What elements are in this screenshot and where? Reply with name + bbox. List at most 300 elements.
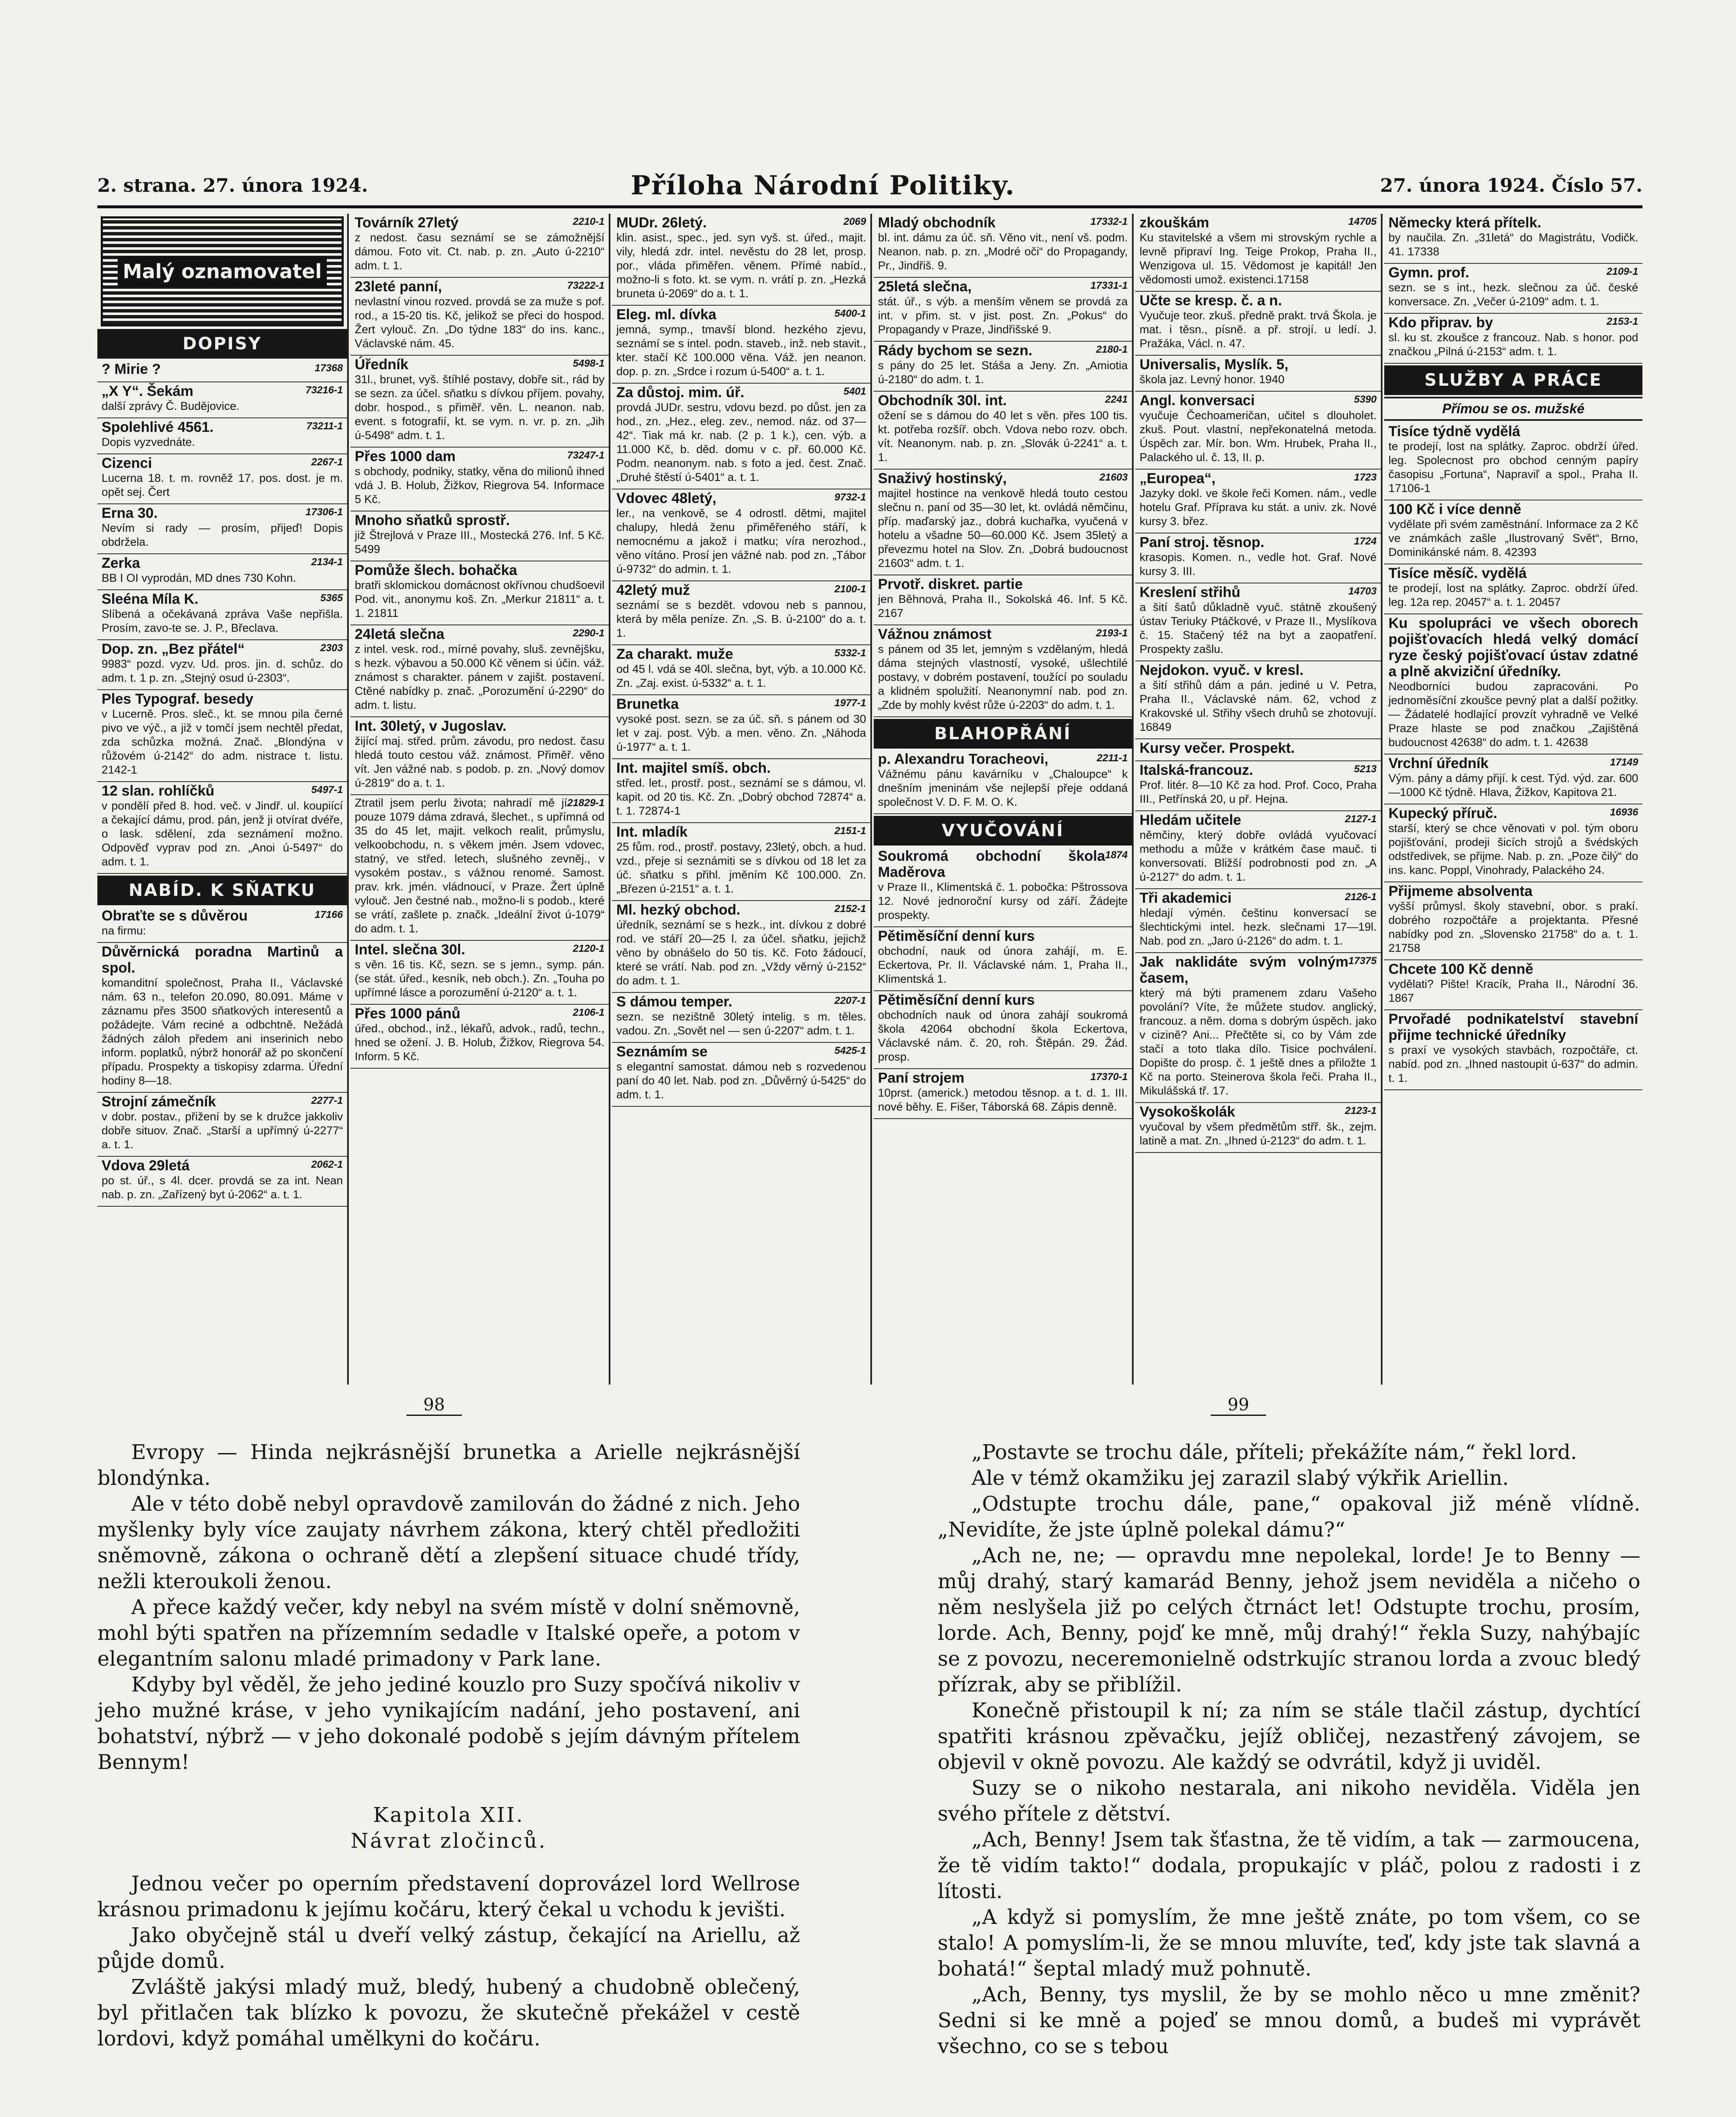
ad-title: Chcete 100 Kč denně (1388, 961, 1534, 977)
story-paragraph: Konečně přistoupil k ní; za ním se stále tlačil zástup, dychtící spatřiti krásnou zpěvačku, jejíž obličej, nezastřený závojem, se objevil v okně povozu. Ale každý se odvrátil, když ji uviděl. (938, 1699, 1640, 1774)
story-paragraph: Jako obyčejně stál u dveří velký zástup, čekající na Ariellu, až půjde domů. (97, 1924, 800, 1973)
classified-ad (1384, 264, 1642, 314)
ad-title: Intel. slečna 30l. (355, 942, 465, 958)
page-number-right: 99 (1211, 1395, 1266, 1416)
ad-text: Neodborníci budou zapracováni. Po jednoměsíční zkoušce pevný plat a další požitky. — Žádatelé hodlající provzít vyhradně ve Velké Praze hlaste se pod značkou „Zajištěná budoucnost 42638“ do adm. t. 1. 42638 (1388, 680, 1638, 749)
ad-number: 2123-1 (1345, 1105, 1377, 1117)
classified-ad (97, 943, 347, 1093)
ad-column-4 (874, 214, 1134, 1385)
ad-text: a šití střihů dám a pán. jediné u V. Petra, Praha II., Václavské nám. 62, vchod z Krakovské ul. Střihy všech druhů se zhotovují. 16849 (1140, 679, 1377, 733)
ad-number: 1723 (1354, 472, 1377, 483)
classified-ad (351, 795, 609, 941)
story-right (938, 1440, 1640, 2059)
ad-text: s věn. 16 tis. Kč, sezn. se s jemn., symp. pán. (se stát. úřed., kesník, neb obch.). Zn. „Touha po upřímné lásce a porozumění ú-2120“ a. t. 1. (355, 958, 604, 999)
ad-number: 21603 (1099, 472, 1128, 483)
ad-number: 17149 (1610, 757, 1638, 768)
ad-text: a šití šatů důkladně vyuč. státně zkoušený ústav Teriuky Ptáčkové, v Praze II., Myslíkova č. 15. Stačený též na byt a zaopatření. Prospekty zašlu. (1140, 601, 1377, 655)
classified-ad (612, 489, 870, 581)
story-paragraph: „A když si pomyslím, že mne ještě znáte, po tom všem, co se stalo! A pomyslím-li, že se mnou mluvíte, teď, kdy jste tak slavná a bohatá!“ šeptal mladý muž pohnutě. (938, 1905, 1640, 1981)
ad-text: komanditní společnost, Praha II., Václavské nám. 63 n., telefon 20.090, 80.091. Máme v záznamu přes 3500 sňatkových interesentů a požádejte. Vám reciné a odbchtně. Nežádá žádných záloh předem ani inserinich nebo inform. poplatků, nýbrž honorář až po skončení případu. Prospekty a tiskopisy zdarma. Úřední hodiny 8—18. (102, 976, 343, 1087)
ad-title: ? Mirie ? (102, 361, 161, 377)
ad-number: 14703 (1348, 586, 1377, 597)
ad-title: Vysokoškolák (1140, 1104, 1235, 1120)
classified-ad (1135, 739, 1381, 761)
ad-title: Mnoho sňatků sprostř. (355, 512, 510, 528)
ad-title: Nejdokon. vyuč. v kresl. (1140, 662, 1304, 678)
classified-ad (351, 717, 609, 795)
classified-ad (874, 575, 1132, 625)
ad-column-6 (1384, 214, 1642, 1385)
ad-number: 2106-1 (573, 1007, 604, 1018)
ad-number: 17306-1 (305, 506, 343, 518)
masthead (101, 216, 344, 326)
chapter-title: Návrat zločinců. (351, 1829, 547, 1853)
ad-column-1 (97, 214, 349, 1385)
story-paragraph: „Ach, Benny! Jsem tak šťastna, že tě vidím, a tak — zarmoucena, že tě vidím takto!“ dodala, propukajíc v pláč, polou z radosti i z lítosti. (938, 1828, 1640, 1903)
ad-title: Německy která přítelk. (1388, 215, 1541, 231)
ad-text: Vyučuje teor. zkuš. předně prakt. trvá Škola. je mat. i těsn., písně. a př. strojí. u ledí. J. Pražáka, Václ. n. 47. (1140, 309, 1377, 350)
ad-title: Kdo připrav. by (1388, 315, 1493, 331)
classified-ad (1384, 882, 1642, 960)
ad-title: Angl. konversaci (1140, 392, 1255, 409)
classified-ad (874, 991, 1132, 1069)
ad-text: seznámí se s bezdět. vdovou neb s pannou, která by měla peníze. Zn. „S. B. ú-2100“ do a. t. 1. (616, 599, 866, 639)
header-title: Příloha Národní Politiky. (631, 170, 1016, 201)
ad-text: jen Běhnová, Praha II., Sokolská 46. Inf. 5 Kč. 2167 (878, 593, 1128, 619)
ad-title: zkouškám (1140, 215, 1209, 231)
ad-title: 25letá slečna, (878, 279, 972, 295)
ad-number: 2193-1 (1096, 627, 1128, 639)
ad-title: Prvotř. diskret. partie (878, 576, 1023, 592)
ad-text: 31l., brunet, vyš. štíhlé postavy, dobře sit., rád by se sezn. za účel. sňatku s dívkou příjem. povahy, dobr. hospod., s přiměř. věn. L. neanon. nab. event. s fotografií, kt. se vym. n. vr. p. zn. „Jih ú-5498“ adm. t. 1. (355, 373, 604, 442)
ad-number: 2151-1 (834, 825, 866, 837)
ad-text: bratři sklomickou domácnost okřívnou chudšoevil Pod. vit., anonymu koš. Zn. „Merkur 21811“ a. t. 1. 21811 (355, 579, 604, 619)
ad-text: 10prst. (americk.) metodou těsnop. a t. d. 1. III. nové běhy. E. Fišer, Táborská 68. Zápis denně. (878, 1086, 1128, 1113)
story-left (97, 1440, 800, 2052)
classified-ad (612, 823, 870, 901)
ad-title: Vrchní úředník (1388, 755, 1489, 771)
ad-text: po st. úř., s 4l. dcer. provdá se za int. Nean nab. p. zn. „Zařízený byt ú-2062“ a. t. 1. (102, 1174, 343, 1201)
ad-text: Jazyky dokl. ve škole řeči Komen. nám., vedle hotelu Graf. Příprava ku stát. a univ. zk. Nové kursy 3. břez. (1140, 487, 1377, 528)
section-heading: SLUŽBY A PRÁCE (1384, 365, 1642, 395)
ad-number: 2303 (320, 642, 343, 654)
ad-text: ler., na venkově, se 4 odrostl. dětmi, majitel chalupy, hledá ženu přiměřeného stáří, k nemocnému a jakož i matku; víra nerozhod., věno vítáno. Prosí jen vážné nab. pod zn. „Tábor ú-9732“ do admin. t. 1. (616, 507, 866, 575)
classified-ad (351, 625, 609, 717)
ad-text: 25 fům. rod., prostř. postavy, 23letý, obch. a hud. vzd., přeje si seznámiti se s dívkou od 18 let za úč. sňatku s přihl. jměním Kč 100.000. Zn. „Březen ú-2151“ a. t. 1. (616, 840, 866, 895)
ad-text: Vým. pány a dámy přijí. k cest. Týd. výd. zar. 600—1000 Kč týdně. Hlava, Žižkov, Kapitova 21. (1388, 772, 1638, 799)
ad-number: 1874 (1105, 849, 1128, 861)
classified-ad (97, 907, 347, 943)
ad-text: obchodní, nauk od února zahájí, m. E. Eckertova, Pr. II. Václavské nám. 1, Praha II., Klimentská 1. (878, 945, 1128, 985)
ad-text: další zprávy Č. Budějovice. (102, 400, 240, 412)
classified-ad (1135, 661, 1381, 739)
ad-title: Tisíce týdně vydělá (1388, 423, 1521, 439)
ad-number: 2180-1 (1096, 344, 1128, 355)
ad-title: Italská-francouz. (1140, 762, 1253, 778)
ad-text: 9983“ pozd. vyzv. Ud. pros. jin. d. schůz. do adm. t. 1 p. zn. „Stejný osud ú-2303“. (102, 658, 343, 684)
story-paragraph: Suzy se o nikoho nestarala, ani nikoho neviděla. Viděla jen svého přítele z dětství. (938, 1776, 1640, 1826)
ad-number: 2267-1 (311, 456, 343, 468)
chapter-heading: Kapitola XII. (373, 1803, 524, 1827)
ad-number: 73211-1 (306, 420, 343, 432)
section-heading: DOPISY (97, 329, 347, 359)
ad-text: Ztratil jsem perlu života; nahradí mě jí pouze 1079 dáma zdravá, šlechet., s upřímná od 35 do 45 let, majit. velkoch realit, průmyslu, velkoobchodu, n. s věkem jmén. Jsem vdovec, statný, ve střed. letech, slušného zevněj., v vysokém postav., s vážnou renomé. Samost. prav. krk. jmén. vládnoucí, v Praze. Žert úplně vylouč. Jen čestné nab., možno-li s podob., které se vrátí, zašlete p. značk. „Ideální život ú-1079“ do adm. t. 1. (355, 796, 604, 935)
story-paragraph: Jednou večer po operním představení doprovázel lord Wellrose krásnou primadonu k jejímu kočáru, který čekal u vchodu k jevišti. (97, 1872, 800, 1921)
classified-ad (97, 640, 347, 690)
classified-ad (1135, 292, 1381, 356)
ad-text: nevlastní vinou rozved. provdá se za muže s pof. rod., a 15-20 tis. Kč, jelikož se přeci do hospod. Žert vylouč. Zn. „Do týdne 183“ do ins. kanc., Václavské nám. 45. (355, 295, 604, 350)
ad-text: sezn. se s int., hezk. slečnou za úč. české konversace. Zn. „Večer ú-2109“ adm. t. 1. (1388, 281, 1638, 308)
ad-number: 2152-1 (834, 903, 866, 915)
ad-title: Kreslení střihů (1140, 584, 1241, 600)
ad-text: s praxí ve vysokých stavbách, rozpočtáře, ct. nabíd. pod zn. „Ihned nastoupit ú-637“ do admin. t. 1. (1388, 1044, 1638, 1084)
ad-title: Paní stroj. těsnop. (1140, 534, 1264, 550)
ad-title: „Europea“, (1140, 470, 1216, 486)
ad-number: 2126-1 (1345, 891, 1377, 903)
classified-ad (1135, 811, 1381, 889)
ad-number: 14705 (1348, 216, 1377, 227)
ad-title: Ml. hezký obchod. (616, 902, 740, 918)
ad-text: majitel hostince na venkově hledá touto cestou slečnu n. paní od 35—30 let, kt. ovládá němčinu, příp. maďarský jaz., dobrá kuchařka, vyučená v hotelu a všadne 50—60.000 Kč. Jsem 35letý a převezmu hotel na Slov. Zn. „Dobrá budoucnost 21603“ adm. t. 1. (878, 487, 1128, 569)
ad-number: 2211-1 (1097, 752, 1128, 764)
ad-title: Int. mladík (616, 824, 688, 840)
ad-title: Kupecký příruč. (1388, 805, 1497, 821)
ad-number: 17332-1 (1090, 216, 1128, 227)
ad-title: Prvořadé podnikatelství stavební přijme technické úředníky (1388, 1011, 1638, 1043)
ad-text: úřed., obchod., inž., lékařů, advok., radů, techn., hned se ožení. J. B. Holub, Žižkov, Riegrova 54. Inform. 5 Kč. (355, 1022, 604, 1063)
ad-number: 5401 (843, 386, 866, 397)
ad-title: Jak naklidáte svým volným časem, (1140, 954, 1349, 986)
ad-text: Vážnému pánu kavárníku v „Chaloupce“ k dnešním jmeninám vše nejlepší přeje oddaná společnost V. D. F. M. O. K. (878, 768, 1128, 808)
ad-text: vydělate při svém zaměstnání. Informace za 2 Kč ve známkách zašle „Ilustrovaný Svět“, Brno, Dominikánské nám. 8. 42393 (1388, 518, 1638, 558)
page-number-left: 98 (406, 1395, 462, 1416)
ad-title: Vážnou známost (878, 626, 992, 642)
ad-number: 2127-1 (1345, 813, 1377, 825)
ad-number: 5400-1 (834, 308, 866, 319)
ad-title: Paní strojem (878, 1070, 965, 1086)
ad-number: 2069 (843, 216, 866, 227)
ad-title: Sleéna Míla K. (102, 591, 199, 607)
classified-ad (874, 278, 1132, 342)
classified-ad (874, 1069, 1132, 1119)
classified-ad (351, 278, 609, 356)
classified-ad (1135, 1103, 1381, 1153)
ad-title: Seznámím se (616, 1044, 708, 1060)
ad-title: Cizenci (102, 455, 152, 471)
ad-title: Vdova 29letá (102, 1158, 190, 1174)
ad-title: S dámou temper. (616, 994, 732, 1010)
ad-title: „X Y“. Šekám (102, 383, 193, 399)
classified-ad (874, 392, 1132, 470)
classified-ad (612, 581, 870, 645)
story-paragraph: „Ach ne, ne; — opravdu mne nepolekal, lorde! Je to Benny — můj drahý, starý kamarád Benny, jehož jsem neviděla a ničeho o něm neslyšela již po celých čtrnáct let! Odstupte trochu, prosím, lorde. Ach, Benny, pojď ke mně, můj drahý!“ řekla Suzy, nahýbajíc se z povozu, neceremonielně odstrkujíc stranou lorda a zvouc bledý přízrak, aby se přiblížil. (938, 1544, 1640, 1697)
classified-ad (97, 1093, 347, 1157)
ad-text: z nedost. času seznámí se se zámožnější dámou. Foto vit. Ct. nab. p. zn. „Auto ú-2210“ adm. t. 1. (355, 231, 604, 272)
classified-ad (1384, 960, 1642, 1010)
ad-number: 5332-1 (834, 647, 866, 659)
ad-text: te prodejí, lost na splátky. Zaproc. obdrží úřed. leg. Spolecnost pro obchod cenným papíry časopisu „Fortuna“, Napraviľ a spol., Praha II. 17106-1 (1388, 440, 1638, 495)
classified-ad (612, 214, 870, 306)
ad-text: obchodních nauk od února zahájí soukromá škola 42064 obchodní škola Eckertova, Václavské nám. č. 20, roh. Štěpán. 29. Žád. prosp. (878, 1009, 1128, 1063)
story-paragraph: Ale v témž okamžiku jej zarazil slabý výkřik Ariellin. (971, 1466, 1509, 1490)
ad-text: němčiny, který dobře ovládá vyučovací methodu a může v krátkém čase mauč. ti konversovati. Bližší podrobnosti pod zn. „A ú-2127“ do adm. t. 1. (1140, 829, 1377, 883)
ad-title: 23leté panní, (355, 279, 442, 295)
classified-ad (1384, 614, 1642, 754)
ad-text: vyučuje Čechoameričan, učitel s dlouholet. zkuš. Pout. vlastní, nepřekonatelná metoda. Úspěch zar. Mír. bon. Wm. Hrubek, Praha II., Palackého ul. č. 13, II. p. (1140, 409, 1377, 464)
ad-number: 17331-1 (1090, 280, 1128, 291)
classified-ad (1384, 1010, 1642, 1090)
ad-text: střed. let., prostř. post., seznámí se s dámou, vl. kapit. od 20 tis. Kč. Zn. „Dobrý obchod 72874“ a. t. 1. 72874-1 (616, 777, 866, 817)
ad-number: 73222-1 (567, 280, 604, 291)
ad-title: 42letý muž (616, 582, 690, 598)
ad-column-2 (351, 214, 610, 1385)
story-paragraph: „Odstupte trochu dále, pane,“ opakoval již méně vlídně. „Nevidíte, že jste úplně polekal dámu?“ (938, 1492, 1640, 1542)
ad-text: by naučila. Zn. „31letá“ do Magistrátu, Vodičk. 41. 17338 (1388, 231, 1638, 258)
ad-text: te prodejí, lost na splátky. Zaproc. obdrží úřed. leg. 12a rep. 20457“ a. t. 1. 20457 (1388, 582, 1638, 608)
section-heading: VYUČOVÁNÍ (874, 816, 1132, 846)
classified-ad (874, 342, 1132, 392)
ad-title: Int. 30letý, v Jugoslav. (355, 718, 507, 734)
ad-text: bl. int. dámu za úč. sň. Věno vit., není vš. podm. Neanon. nab. p. zn. „Modré oči“ do Propagandy, Pr., Jindřiš. 9. (878, 231, 1128, 272)
ad-text: stát. úř., s výb. a menším věnem se provdá za int. v přim. st. v jist. post. Zn. „Pokus“ do Propagandy v Praze, Jindřišské 9. (878, 295, 1128, 336)
ad-text: krasopis. Komen. n., vedle hot. Graf. Nové kursy 3. III. (1140, 551, 1377, 578)
ad-text: Dopis vyzvednáte. (102, 436, 195, 448)
ad-title: Tři akademici (1140, 890, 1232, 906)
header-right: 27. února 1924. Číslo 57. (1380, 175, 1642, 196)
classified-ad (1135, 470, 1381, 533)
ad-title: Úředník (355, 357, 408, 373)
ad-number: 5497-1 (311, 784, 343, 796)
classified-ad (874, 625, 1132, 717)
ad-number: 2207-1 (834, 995, 866, 1006)
ad-text: Nevím si rady — prosím, přijeď! Dopis obdržela. (102, 522, 343, 548)
ad-text: vyučoval by všem předmětům střř. šk., zejm. latině a mat. Zn. „Ihned ú-2123“ do adm. t. 1. (1140, 1120, 1377, 1147)
ad-text: ožení se s dámou do 40 let s věn. přes 100 tis. kt. potřeba rozšíř. obch. Vdova nebo rozv. obch. vít. Neanonym. nab. p. zn. „Slovák ú-2241“ a. t. 1. (878, 409, 1128, 464)
ad-text: starší, který se chce věnovati v pol. tým oboru pojišťování, prodeji šicích strojů a švédských odstředivek, se přijme. Nab. p. zn. „Poze čilý“ do ins. kanc. Poppl, Vinohrady, Palackého 24. (1388, 822, 1638, 876)
ad-title: Gymn. prof. (1388, 265, 1469, 281)
ad-title: Rády bychom se sezn. (878, 343, 1032, 359)
ad-title: Ku spolupráci ve všech oborech pojišťovacích hledá velký domácí ryze český pojišťovací ústav zdatné a plně akviziční úředníky. (1388, 615, 1638, 680)
page-header (97, 171, 1642, 208)
classified-ad (1384, 804, 1642, 882)
section-subheading: Přímou se os. mužské (1384, 397, 1642, 421)
classifieds-area (97, 214, 1642, 1385)
ad-number: 9732-1 (834, 492, 866, 503)
story-paragraph: A přece každý večer, kdy nebyl na svém místě v dolní sněmovně, mohl býti spatřen na přízemním sedadle v Italské opeře, a potom v elegantním salonu mladé primadony v Park lane. (97, 1595, 800, 1671)
ad-text: hledají výmén. češtinu konversací se šlechtickými intel. hezk. slečnami 17—19l. Nab. pod zn. „Jaro ú-2126“ do adm. t. 1. (1140, 906, 1377, 947)
ad-title: Pětiměsíční denní kurs (878, 928, 1035, 944)
ad-number: 21829-1 (567, 797, 604, 809)
ad-number: 17375 (1348, 955, 1377, 967)
classified-ad (1384, 314, 1642, 364)
ad-title: Zerka (102, 555, 140, 571)
ad-text: již Štrejlová v Praze III., Mostecká 276. Inf. 5 Kč. 5499 (355, 529, 604, 556)
ad-title: Tisíce měsíč. vydělá (1388, 565, 1527, 581)
ad-title: 12 slan. rohlíčků (102, 783, 215, 799)
classified-ad (612, 384, 870, 489)
ad-number: 2100-1 (834, 583, 866, 595)
ad-title: Hledám učitele (1140, 812, 1241, 828)
ad-text: na firmu: (102, 924, 146, 937)
classified-ad (612, 993, 870, 1043)
classified-ad (874, 750, 1132, 814)
classified-ad (97, 418, 347, 454)
ad-text: žijící maj. střed. prům. závodu, pro nedost. času hledá touto cestou váž. známost. Přiměř. věno vít. Jen vážné nab. s podob. p. zn. „Nový domov ú-2819“ do a. t. 1. (355, 735, 604, 789)
ad-title: Ples Typograf. besedy (102, 691, 254, 707)
classified-ad (1135, 761, 1381, 811)
story-paragraph: Kdyby byl věděl, že jeho jediné kouzlo pro Suzy spočívá nikoliv v jeho mužné kráse, v jeho vynikajícím nadání, jeho postavení, ani bohatství, nýbrž — v jeho dokonalé podobě s jejím dávným přítelem Bennym! (97, 1673, 800, 1774)
ad-column-3 (612, 214, 872, 1385)
ad-title: Učte se kresp. č. a n. (1140, 293, 1282, 309)
ad-number: 2210-1 (573, 216, 604, 227)
ad-number: 17166 (315, 909, 343, 920)
classified-ad (612, 695, 870, 759)
ad-text: od 45 l. vdá se 40l. slečna, byt, výb. a 10.000 Kč. Zn. „Zaj. exist. ú-5332“ a. t. 1. (616, 663, 866, 689)
ad-title: MUDr. 26letý. (616, 215, 707, 231)
classified-ad (351, 511, 609, 561)
ad-number: 73247-1 (567, 450, 604, 461)
story-paragraph: Zvláště jakýsi mladý muž, bledý, hubený a chudobně oblečený, byl přitlačen tak blízko k povozu, že skutečně překážel v cestě lordovi, když pomáhal umělkyni do kočáru. (97, 1975, 800, 2051)
ad-title: Strojní zámečník (102, 1094, 216, 1110)
classified-ad (612, 759, 870, 823)
classified-ad (97, 590, 347, 640)
ad-number: 17368 (315, 362, 343, 374)
classified-ad (1135, 214, 1381, 292)
classified-ad (874, 927, 1132, 991)
ad-number: 2109-1 (1606, 266, 1638, 277)
classified-ad (1384, 214, 1642, 264)
ad-number: 2134-1 (311, 556, 343, 568)
ad-title: Továrník 27letý (355, 215, 459, 231)
classified-ad (874, 470, 1132, 575)
ad-text: v pondělí před 8. hod. več. v Jindř. ul. koupiící a čekající dámu, prod. pán, jenž ji otvírat dvéře, o lask. sdělení, zda seznámení možno. Odpověď vyprav pod zn. „Anoi ú-5497“ do adm. t. 1. (102, 799, 343, 868)
classified-ad (351, 448, 609, 511)
section-heading: BLAHOPŘÁNÍ (874, 719, 1132, 749)
ad-number: 1977-1 (834, 697, 866, 709)
classified-ad (1135, 533, 1381, 583)
ad-title: p. Alexandru Toracheovi, (878, 751, 1049, 767)
classified-ad (351, 1005, 609, 1069)
ad-title: Dop. zn. „Bez přátel“ (102, 641, 245, 657)
ad-number: 73216-1 (305, 384, 343, 396)
ad-number: 2120-1 (573, 943, 604, 954)
classified-ad (97, 360, 347, 382)
ad-title: Soukromá obchodní škola Maděrova (878, 848, 1105, 880)
ad-number: 5498-1 (573, 358, 604, 369)
ad-text: klin. asist., spec., jed. syn vyš. st. úřed., majit. vily, hledá zdr. intel. nevěstu do 28 let, prosp. por., vláda přiměřen. věnem. Přímé nabíd., možno-li s foto. kt. se vym. n. vrátí p. zn. „Hezká bruneta ú-2069“ do a. t. 1. (616, 231, 866, 300)
classified-ad (874, 847, 1132, 927)
ad-number: 2153-1 (1606, 316, 1638, 327)
ad-text: sezn. se nezištně 30letý intelig. s m. těles. vadou. Zn. „Sovět nel — sen ú-2207“ adm. t. 1. (616, 1010, 866, 1037)
classified-ad (97, 1157, 347, 1207)
ad-text: Prof. litér. 8—10 Kč za hod. Prof. Coco, Praha III., Petřínská 20, u př. Hejna. (1140, 779, 1377, 805)
classified-ad (1135, 356, 1381, 392)
classified-ad (612, 901, 870, 993)
ad-title: Pomůže šlech. bohačka (355, 562, 517, 578)
ad-number: 5390 (1354, 394, 1377, 405)
ad-number: 2277-1 (311, 1095, 343, 1106)
ad-text: s obchody, podniky, statky, věna do milionů ihned vdá J. B. Holub, Žižkov, Riegrova 54. Informace 5 Kč. (355, 465, 604, 506)
ad-title: Pětiměsíční denní kurs (878, 992, 1035, 1008)
ad-title: Za charakt. muže (616, 646, 733, 662)
ad-text: Ku stavitelské a všem mi strovským rychle a levně připraví Ing. Teige Prokop, Praha II., Wenzigova ul. 15. Vědomost je kapitál! Jen vědomosti umož. existenci.17158 (1140, 231, 1377, 286)
ad-text: provdá JUDr. sestru, vdovu bezd. po důst. jen za hod., zn. „Hez., eleg. zev., nemod. náz. od 37—42“. Tiak má kr. nab. (2 p. 1 k.), cen. výb. a 11.000 Kč, b. děd. domu v c. př. 60.000 Kč. Podm. neanonym. nab. s foto a jed. čest. Znač. „Druhé štěstí ú-5401“ a. t. 1. (616, 401, 866, 484)
classified-ad (97, 504, 347, 554)
ad-number: 2062-1 (311, 1159, 343, 1170)
classified-ad (351, 941, 609, 1005)
ad-title: Snaživý hostinský, (878, 470, 1007, 486)
classified-ad (1135, 583, 1381, 661)
ad-text: s pány do 25 let. Stáša a Jeny. Zn. „Amiotia ú-2180“ do adm. t. 1. (878, 359, 1128, 386)
ad-number: 2241 (1105, 394, 1128, 405)
ad-title: Vdovec 48letý, (616, 490, 717, 506)
ad-text: vydělati? Pište! Kracík, Praha II., Národní 36. 1867 (1388, 978, 1638, 1004)
classified-ad (1384, 754, 1642, 804)
classified-ad (1135, 889, 1381, 953)
classified-ad (97, 454, 347, 504)
ad-title: Přes 1000 dam (355, 448, 456, 464)
ad-text: vyšší průmysl. školy stavební, obor. s prakí. dobrého rozpočtáře a projektanta. Přesné nabídky pod zn. „Slovensko 21758“ do a. t. 1. 21758 (1388, 900, 1638, 954)
ad-text: v Praze II., Klimentská č. 1. pobočka: Pštrossova 12. Nové jednoroční kursy od září. Žádejte prospekty. (878, 881, 1128, 921)
ad-text: úředník, seznámí se s hezk., int. dívkou z dobré rod. ve stáří 20—25 l. za účel. sňatku, jejichž věno by obnášelo do 50 tis. Kč. Foto žádoucí, které se vrátí. Nab. pod zn. „Vždy věrný ú-2152“ do adm. t. 1. (616, 918, 866, 987)
ad-text: z intel. vesk. rod., mírné povahy, sluš. zevnějšku, s hezk. výbavou a 50.000 Kč věnem si účin. váž. známost s charakter. pánem v zajišt. postavení. Ctěné nabídky p. znač. „Porozumění ú-2290“ do adm. t. listu. (355, 643, 604, 711)
ad-title: Mladý obchodník (878, 215, 996, 231)
ad-number: 5365 (320, 592, 343, 604)
header-left: 2. strana. 27. února 1924. (97, 175, 368, 196)
ad-text: sl. ku st. zkoušce z francouz. Nab. s honor. pod značkou „Pilná ú-2153“ adm. t. 1. (1388, 331, 1638, 358)
classified-ad (612, 645, 870, 695)
ad-text: Lucerna 18. t. m. rovněž 17. pos. dost. je m. opět sej. Čert (102, 472, 343, 498)
classified-ad (1384, 564, 1642, 614)
classified-ad (351, 356, 609, 448)
section-heading: NABÍD. K SŇATKU (97, 876, 347, 905)
ad-title: Obraťte se s důvěrou (102, 908, 248, 924)
ad-text: škola jaz. Levný honor. 1940 (1140, 373, 1285, 386)
ad-title: 24letá slečna (355, 626, 444, 642)
ad-title: Důvěrnická poradna Martinů a spol. (102, 944, 343, 976)
ad-title: 100 Kč i více denně (1388, 501, 1521, 517)
ad-title: Brunetka (616, 696, 679, 712)
ad-number: 1724 (1354, 536, 1377, 547)
ad-title: Int. majitel smíš. obch. (616, 760, 771, 776)
ad-number: 16936 (1610, 807, 1638, 818)
classified-ad (612, 306, 870, 384)
classified-ad (97, 382, 347, 418)
ad-title: Erna 30. (102, 505, 158, 521)
ad-text: jemná, symp., tmavší blond. hezkého zjevu, seznámí se s intel. podn. staveb., inž. neb stavit., kter. stačí Kč 100.000 věna. Váž. jen neanon. dop. p. zn. „Srdce i rozum ú-5400“ a. t. 1. (616, 323, 866, 378)
ad-number: 5425-1 (834, 1045, 866, 1056)
classified-ad (97, 690, 347, 782)
ad-number: 5213 (1354, 763, 1377, 775)
classified-ad (1384, 500, 1642, 564)
ad-title: Eleg. ml. dívka (616, 307, 717, 323)
ad-title: Universalis, Myslík. 5, (1140, 357, 1289, 373)
ad-title: Přes 1000 pánů (355, 1006, 461, 1022)
classified-ad (612, 1043, 870, 1107)
ad-number: 17370-1 (1090, 1071, 1128, 1083)
ad-text: Slíbená a očekávaná zpráva Vaše nepřišla. Prosím, zavo-te se. J. P., Břeclava. (102, 608, 343, 634)
ad-text: vysoké post. sezn. se za úč. sň. s pánem od 30 let v zaj. post. Výb. a men. věno. Zn. „Náhoda ú-1977“ a. t. 1. (616, 713, 866, 753)
story-paragraph: Ale v této době nebyl opravdově zamilován do žádné z nich. Jeho myšlenky byly více zaujaty návrhem zákona, který chtěl předložiti sněmovně, zákona o ochraně dětí a zlepšení situace chudé třídy, nežli kteroukoli ženou. (97, 1492, 800, 1593)
ad-title: Přijmeme absolventa (1388, 883, 1533, 899)
classified-ad (1135, 392, 1381, 470)
story-paragraph: „Ach, Benny, tys myslil, že by se mohlo něco u mne změnit? Sedni si ke mně a pojeď se mnou domů, a budeš mi vyprávět všechno, co se s tebou (938, 1983, 1640, 2058)
ad-text: BB I OI vyprodán, MD dnes 730 Kohn. (102, 572, 296, 584)
ad-text: v Lucerně. Pros. sleč., kt. se mnou pila černé pivo ve výč., a již v tomčí jsem nechtěl předat, zda schůzka možná. Znač. „Blondýna v růžovém ú-2142“ do adm. nistrace t. listu. 2142-1 (102, 708, 343, 776)
ad-column-5 (1135, 214, 1383, 1385)
ad-title: Obchodník 30l. int. (878, 392, 1007, 409)
ad-title: Spolehlivé 4561. (102, 419, 214, 435)
